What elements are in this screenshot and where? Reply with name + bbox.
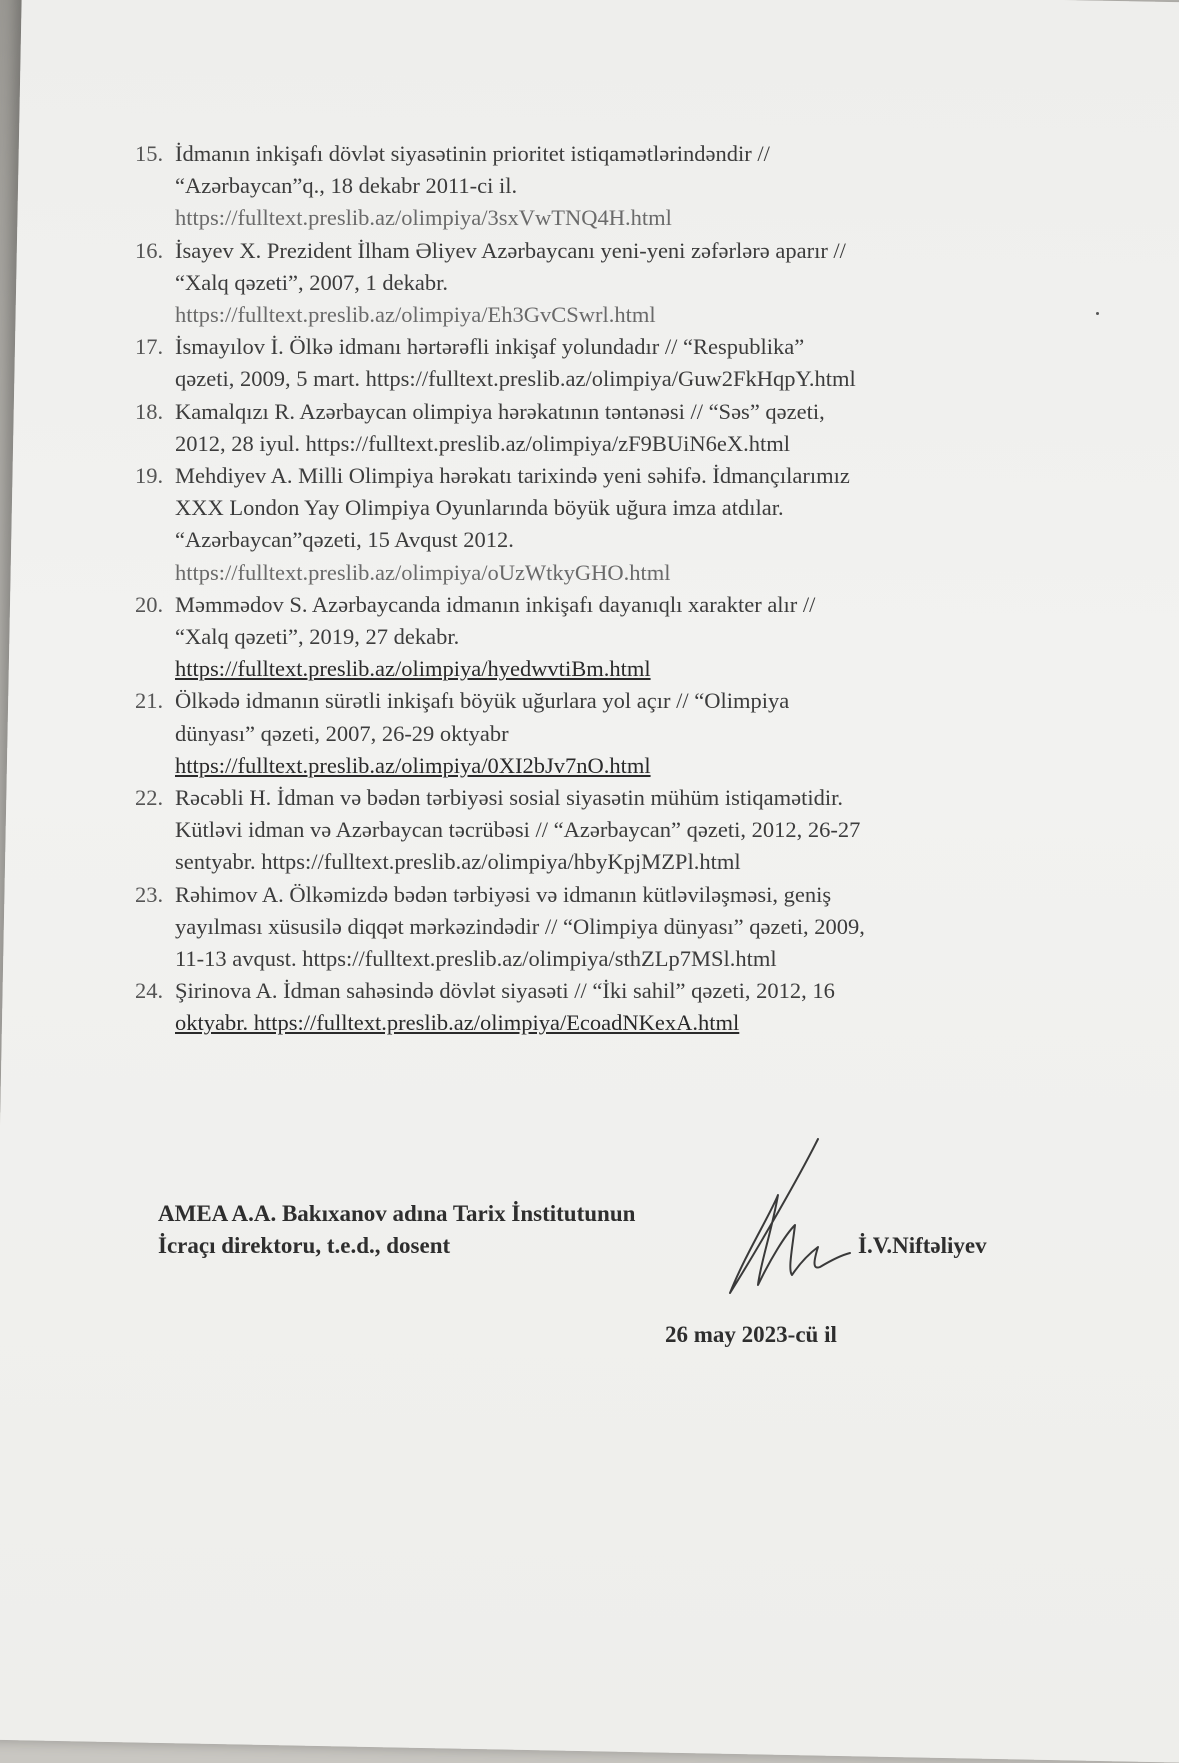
ref-number: 16. (135, 237, 164, 263)
ref-link[interactable]: https://fulltext.preslib.az/olimpiya/hyedwvtiBm.html (175, 656, 651, 682)
ref-line: 11-13 avqust. https://fulltext.preslib.az/olimpiya/sthZLp7MSl.html (175, 946, 777, 972)
ref-link[interactable]: https://fulltext.preslib.az/olimpiya/0XI2bJv7nO.html (175, 752, 651, 778)
signature-block (158, 1198, 1058, 1262)
ref-number: 23. (135, 881, 164, 907)
list-item (135, 331, 1035, 395)
document-date: 26 may 2023-cü il (665, 1322, 837, 1347)
list-item (135, 235, 1035, 332)
ref-number: 15. (135, 141, 164, 166)
list-item (135, 879, 1035, 976)
ref-number: 24. (135, 978, 164, 1004)
ref-line: “Xalq qəzeti”, 2019, 27 dekabr. (175, 624, 460, 650)
ref-line: XXX London Yay Olimpiya Oyunlarında böyük uğura imza atdılar. (175, 495, 784, 521)
ref-line: qəzeti, 2009, 5 mart. https://fulltext.preslib.az/olimpiya/Guw2FkHqpY.html (175, 366, 856, 392)
ref-line: 2012, 28 iyul. https://fulltext.preslib.az/olimpiya/zF9BUiN6eX.html (175, 430, 790, 456)
ref-number: 17. (135, 334, 164, 360)
ref-line[interactable]: oktyabr. https://fulltext.preslib.az/olimpiya/EcoadNKexA.html (175, 1010, 740, 1036)
ref-line: Rəhimov A. Ölkəmizdə bədən tərbiyəsi və idmanın kütləviləşməsi, geniş (175, 881, 832, 907)
ref-line: Məmmədov S. Azərbaycanda idmanın inkişafı dayanıqlı xarakter alır // (175, 591, 816, 617)
ref-line: İsmayılov İ. Ölkə idmanı hərtərəfli inkişaf yolundadır // “Respublika” (175, 334, 805, 360)
ref-line: yayılması xüsusilə diqqət mərkəzindədir // “Olimpiya dünyası” qəzeti, 2009, (175, 913, 865, 939)
signatory-title: İcraçı direktoru, t.e.d., dosent (158, 1233, 451, 1258)
ref-line: Kamalqızı R. Azərbaycan olimpiya hərəkatının təntənəsi // “Səs” qəzeti, (175, 398, 825, 424)
ref-link[interactable]: https://fulltext.preslib.az/olimpiya/Eh3GvCSwrl.html (175, 302, 656, 328)
ref-line: İdmanın inkişafı dövlət siyasətinin prioritet istiqamətlərindəndir // (175, 141, 770, 166)
signatory-institution: AMEA A.A. Bakıxanov adına Tarix İnstitutunun (158, 1201, 636, 1226)
paper-speck (1096, 312, 1099, 315)
handwritten-signature (700, 1135, 860, 1305)
list-item (135, 138, 1035, 235)
ref-link[interactable]: https://fulltext.preslib.az/olimpiya/3sxVwTNQ4H.html (175, 205, 672, 231)
ref-number: 22. (135, 785, 164, 811)
ref-line: Mehdiyev A. Milli Olimpiya hərəkatı tarixində yeni səhifə. İdmançılarımız (175, 463, 850, 489)
ref-number: 19. (135, 463, 164, 489)
ref-line: Rəcəbli H. İdman və bədən tərbiyəsi sosial siyasətin mühüm istiqamətidir. (175, 785, 843, 811)
list-item (135, 782, 1035, 879)
ref-line: “Azərbaycan”qəzeti, 15 Avqust 2012. (175, 527, 514, 553)
ref-line: Ölkədə idmanın sürətli inkişafı böyük uğurlara yol açır // “Olimpiya (175, 688, 790, 714)
ref-line: sentyabr. https://fulltext.preslib.az/olimpiya/hbyKpjMZPl.html (175, 849, 741, 875)
ref-line: Şirinova A. İdman sahəsində dövlət siyasəti // “İki sahil” qəzeti, 2012, 16 (175, 978, 835, 1004)
ref-number: 20. (135, 591, 164, 617)
list-item (135, 589, 1035, 686)
list-item (135, 396, 1035, 460)
ref-line: İsayev X. Prezident İlham Əliyev Azərbaycanı yeni-yeni zəfərlərə aparır // (175, 237, 846, 263)
signatory-name: İ.V.Niftəliyev (858, 1233, 987, 1258)
ref-number: 18. (135, 398, 164, 424)
ref-number: 21. (135, 688, 164, 714)
reference-list (135, 138, 1035, 1040)
ref-line: dünyası” qəzeti, 2007, 26-29 oktyabr (175, 720, 509, 746)
ref-line: “Azərbaycan”q., 18 dekabr 2011-ci il. (175, 173, 518, 199)
ref-line: “Xalq qəzeti”, 2007, 1 dekabr. (175, 269, 449, 295)
ref-link[interactable]: https://fulltext.preslib.az/olimpiya/oUzWtkyGHO.html (175, 559, 671, 585)
ref-line: Kütləvi idman və Azərbaycan təcrübəsi // “Azərbaycan” qəzeti, 2012, 26-27 (175, 817, 861, 843)
list-item (135, 975, 1035, 1039)
list-item (135, 685, 1035, 782)
list-item (135, 460, 1035, 589)
